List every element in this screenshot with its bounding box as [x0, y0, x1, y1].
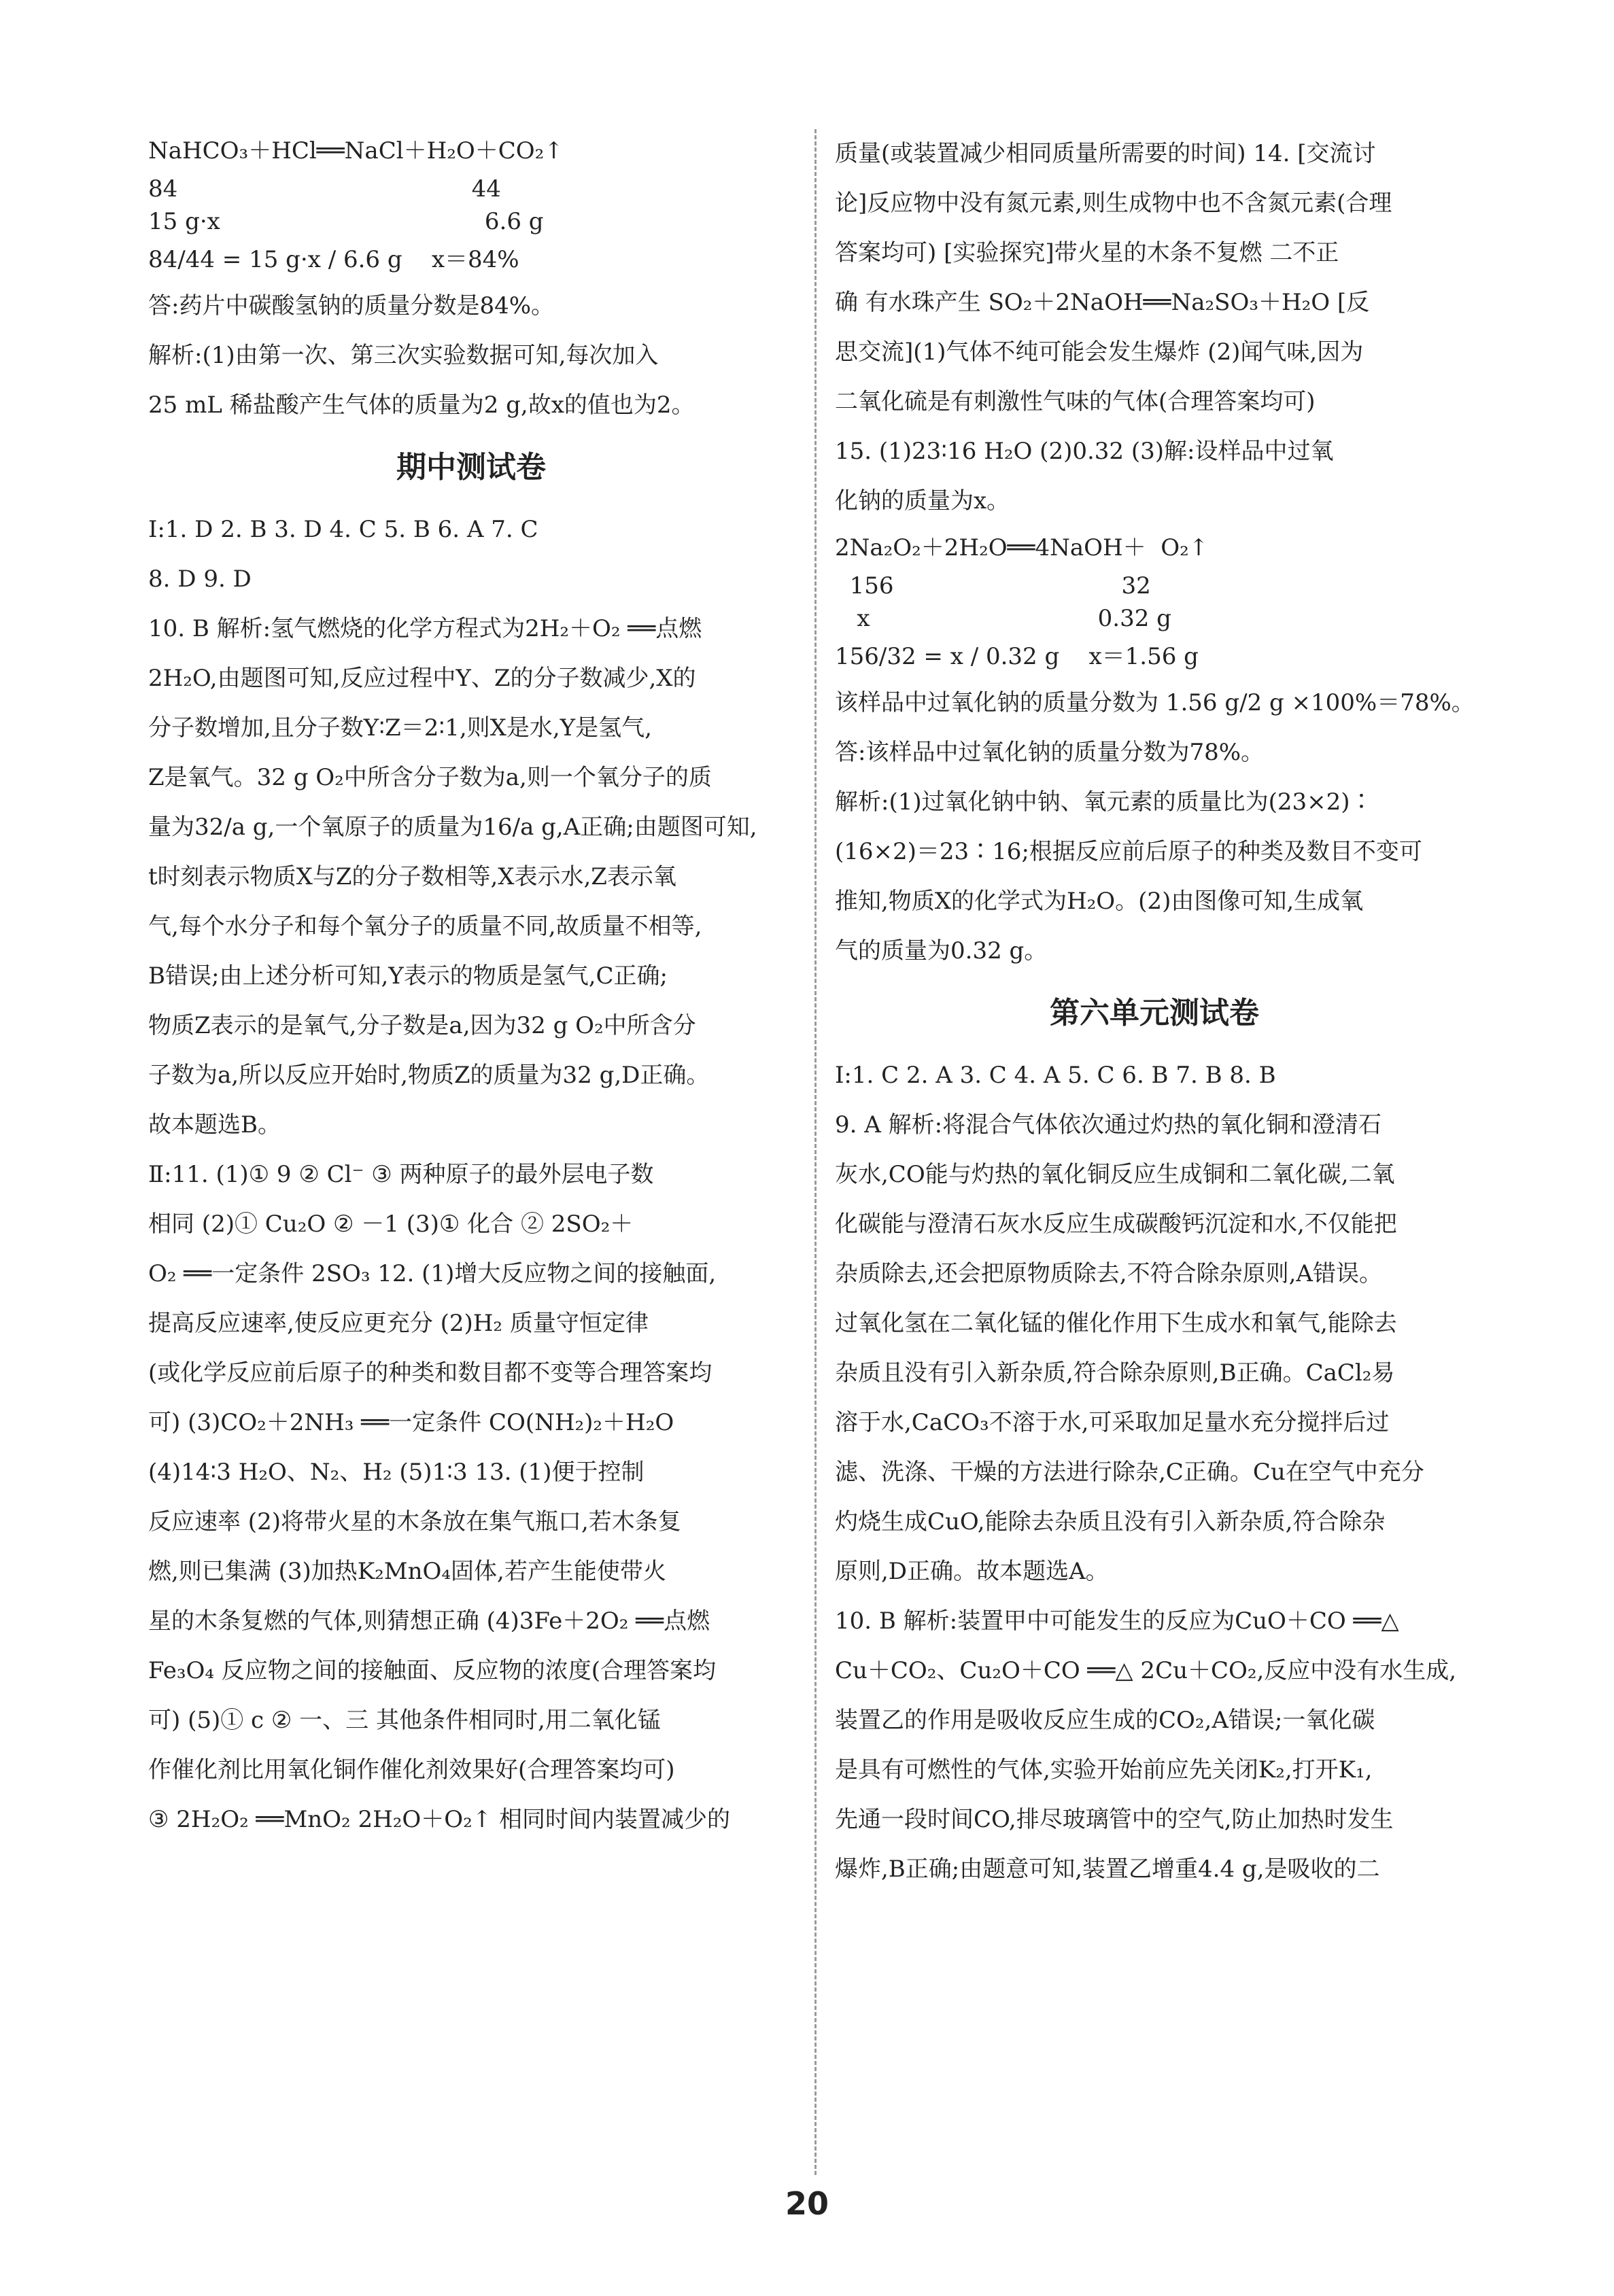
equation-nahco3-mass-top: 84 44 [148, 175, 501, 203]
analysis-2-line: 推知,物质X的化学式为H₂O。(2)由图像可知,生成氧 [835, 888, 1364, 915]
q10-line: 故本题选B。 [148, 1111, 281, 1138]
mc-answers-unit6: Ⅰ:1. C 2. A 3. C 4. A 5. C 6. B 7. B 8. B [835, 1062, 1276, 1089]
q14-line: 质量(或装置减少相同质量所需要的时间) 14. [交流讨 [835, 140, 1376, 167]
equation-nahco3-ratio: 84/44 = 15 g·x / 6.6 g x＝84% [148, 246, 519, 273]
q10-line: 物质Z表示的是氧气,分子数是a,因为32 g O₂中所含分 [148, 1012, 696, 1039]
q9-line: 溶于水,CaCO₃不溶于水,可采取加足量水充分搅拌后过 [835, 1409, 1390, 1436]
q10b-line: 爆炸,B正确;由题意可知,装置乙增重4.4 g,是吸收的二 [835, 1856, 1380, 1883]
q11-line: 燃,则已集满 (3)加热K₂MnO₄固体,若产生能使带火 [148, 1558, 666, 1585]
q11-line: Fe₃O₄ 反应物之间的接触面、反应物的浓度(合理答案均 [148, 1657, 717, 1684]
right-column [835, 129, 1474, 1894]
analysis-2-line: 解析:(1)过氧化钠中钠、氧元素的质量比为(23×2)∶ [835, 788, 1373, 816]
q10-line: 气,每个水分子和每个氧分子的质量不同,故质量不相等, [148, 913, 702, 940]
q10b-line: 是具有可燃性的气体,实验开始前应先关闭K₂,打开K₁, [835, 1756, 1373, 1784]
q9-line: 灼烧生成CuO,能除去杂质且没有引入新杂质,符合除杂 [835, 1508, 1386, 1535]
q10b-line: 先通一段时间CO,排尽玻璃管中的空气,防止加热时发生 [835, 1806, 1394, 1833]
q14-line: 思交流](1)气体不纯可能会发生爆炸 (2)闻气味,因为 [835, 338, 1364, 366]
analysis-1a: 解析:(1)由第一次、第三次实验数据可知,每次加入 [148, 342, 659, 369]
q11-line: O₂ ══一定条件 2SO₃ 12. (1)增大反应物之间的接触面, [148, 1260, 717, 1287]
analysis-1b: 25 mL 稀盐酸产生气体的质量为2 g,故x的值也为2。 [148, 392, 695, 419]
q9-line: 杂质且没有引入新杂质,符合除杂原则,B正确。CaCl₂易 [835, 1359, 1395, 1387]
q10-line: 2H₂O,由题图可知,反应过程中Y、Z的分子数减少,X的 [148, 665, 696, 692]
column-divider [814, 129, 817, 2175]
q14-line: 二氧化硫是有刺激性气味的气体(合理答案均可) [835, 388, 1316, 415]
equation-nahco3: NaHCO₃＋HCl══NaCl＋H₂O＋CO₂↑ [148, 137, 564, 164]
q15-line-a: 15. (1)23∶16 H₂O (2)0.32 (3)解:设样品中过氧 [835, 438, 1334, 465]
equation-na2o2-mass-bottom: x 0.32 g [835, 605, 1171, 632]
equation-na2o2-mass-top: 156 32 [835, 572, 1151, 599]
mc-answers-row-2: 8. D 9. D [148, 566, 252, 593]
q11-line: 提高反应速率,使反应更充分 (2)H₂ 质量守恒定律 [148, 1310, 649, 1337]
q10b-line: Cu＋CO₂、Cu₂O＋CO ══△ 2Cu＋CO₂,反应中没有水生成, [835, 1657, 1457, 1684]
equation-na2o2: 2Na₂O₂＋2H₂O══4NaOH＋ O₂↑ [835, 534, 1209, 561]
q11-line: 相同 (2)① Cu₂O ② －1 (3)① 化合 ② 2SO₂＋ [148, 1211, 634, 1238]
q14-line: 答案均可) [实验探究]带火星的木条不复燃 二不正 [835, 239, 1339, 266]
equation-na2o2-ratio: 156/32 = x / 0.32 g x＝1.56 g [835, 643, 1199, 670]
q10-line: t时刻表示物质X与Z的分子数相等,X表示水,Z表示氧 [148, 863, 676, 890]
q11-line: 星的木条复燃的气体,则猜想正确 (4)3Fe＋2O₂ ══点燃 [148, 1607, 710, 1635]
left-column [148, 129, 794, 1845]
q11-line: Ⅱ:11. (1)① 9 ② Cl⁻ ③ 两种原子的最外层电子数 [148, 1161, 654, 1188]
q9-line: 过氧化氢在二氧化锰的催化作用下生成水和氧气,能除去 [835, 1310, 1397, 1337]
q14-line: 论]反应物中没有氮元素,则生成物中也不含氮元素(合理 [835, 190, 1392, 217]
q9-line: 原则,D正确。故本题选A。 [835, 1558, 1109, 1585]
q10b-line: 装置乙的作用是吸收反应生成的CO₂,A错误;一氧化碳 [835, 1707, 1375, 1734]
answer-line-1: 答:药片中碳酸氢钠的质量分数是84%。 [148, 292, 555, 319]
q11-line: 可) (5)① c ② 一、三 其他条件相同时,用二氧化锰 [148, 1707, 661, 1734]
q11-line: ③ 2H₂O₂ ══MnO₂ 2H₂O＋O₂↑ 相同时间内装置减少的 [148, 1806, 731, 1833]
q11-line: 反应速率 (2)将带火星的木条放在集气瓶口,若木条复 [148, 1508, 681, 1535]
q14-line: 确 有水珠产生 SO₂＋2NaOH══Na₂SO₃＋H₂O [反 [835, 289, 1370, 316]
q9-line: 灰水,CO能与灼热的氧化铜反应生成铜和二氧化碳,二氧 [835, 1161, 1395, 1188]
q10-line: 子数为a,所以反应开始时,物质Z的质量为32 g,D正确。 [148, 1062, 710, 1089]
q9-line: 9. A 解析:将混合气体依次通过灼热的氧化铜和澄清石 [835, 1111, 1382, 1138]
q9-line: 化碳能与澄清石灰水反应生成碳酸钙沉淀和水,不仅能把 [835, 1211, 1397, 1238]
q10-line: 10. B 解析:氢气燃烧的化学方程式为2H₂＋O₂ ══点燃 [148, 615, 702, 642]
percent-line: 该样品中过氧化钠的质量分数为 1.56 g/2 g ×100%＝78%。 [835, 689, 1475, 716]
q10-line: Z是氧气。32 g O₂中所含分子数为a,则一个氧分子的质 [148, 764, 712, 791]
q11-line: 可) (3)CO₂＋2NH₃ ══一定条件 CO(NH₂)₂＋H₂O [148, 1409, 674, 1436]
equation-nahco3-mass-bottom: 15 g·x 6.6 g [148, 208, 544, 235]
q9-line: 滤、洗涤、干燥的方法进行除杂,C正确。Cu在空气中充分 [835, 1459, 1424, 1486]
page-number: 20 [785, 2185, 829, 2222]
analysis-2-line: 气的质量为0.32 g。 [835, 937, 1048, 964]
q11-line: (或化学反应前后原子的种类和数目都不变等合理答案均 [148, 1359, 712, 1387]
q9-line: 杂质除去,还会把原物质除去,不符合除杂原则,A错误。 [835, 1260, 1382, 1287]
q10-line: 分子数增加,且分子数Y∶Z＝2∶1,则X是水,Y是氢气, [148, 714, 652, 742]
q11-line: 作催化剂比用氧化铜作催化剂效果好(合理答案均可) [148, 1756, 675, 1784]
mc-answers-row-1: Ⅰ:1. D 2. B 3. D 4. C 5. B 6. A 7. C [148, 516, 538, 543]
q15-line-b: 化钠的质量为x。 [835, 487, 1010, 515]
answer-line-2: 答:该样品中过氧化钠的质量分数为78%。 [835, 739, 1265, 766]
q10-line: B错误;由上述分析可知,Y表示的物质是氢气,C正确; [148, 962, 668, 990]
heading-midterm: 期中测试卷 [396, 450, 546, 485]
q10b-line: 10. B 解析:装置甲中可能发生的反应为CuO＋CO ══△ [835, 1607, 1399, 1635]
analysis-2-line: (16×2)＝23∶16;根据反应前后原子的种类及数目不变可 [835, 838, 1422, 865]
q11-line: (4)14∶3 H₂O、N₂、H₂ (5)1∶3 13. (1)便于控制 [148, 1459, 645, 1486]
heading-unit6: 第六单元测试卷 [1050, 996, 1259, 1030]
q10-line: 量为32/a g,一个氧原子的质量为16/a g,A正确;由题图可知, [148, 814, 757, 841]
